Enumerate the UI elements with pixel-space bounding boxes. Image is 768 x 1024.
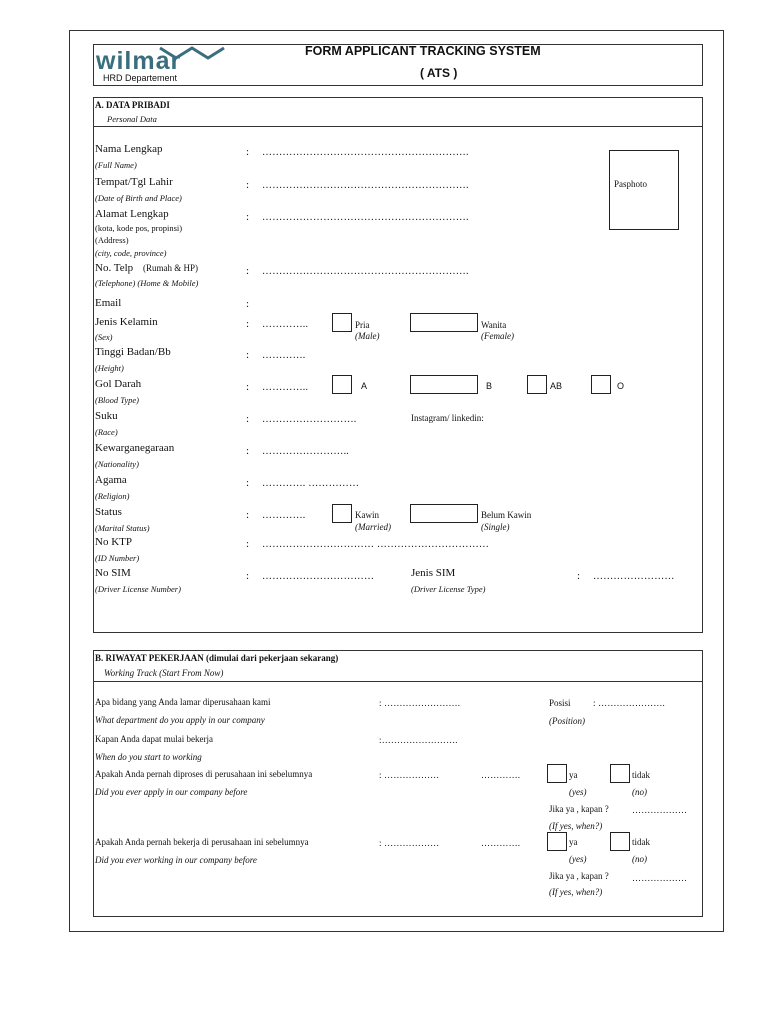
section-a-title: A. DATA PRIBADI: [95, 100, 170, 110]
license-type-sub: (Driver License Type): [411, 584, 486, 594]
q3-when-label: Jika ya , kapan ?: [549, 804, 609, 814]
logo-text: wilmar: [96, 47, 182, 75]
q3-no-checkbox[interactable]: [610, 764, 630, 783]
blood-b-checkbox[interactable]: [410, 375, 478, 394]
section-b-subtitle: Working Track (Start From Now): [104, 668, 224, 678]
q3-no-sub: (no): [632, 787, 647, 797]
colon: :: [246, 509, 250, 521]
colon: :: [246, 298, 250, 310]
blood-label: Gol Darah: [95, 378, 142, 390]
photo-box[interactable]: [609, 150, 679, 230]
license-label: No SIM: [95, 567, 131, 579]
q3-field-1[interactable]: : ………………: [379, 770, 440, 780]
q4-when-sub: (If yes, when?): [549, 887, 603, 897]
male-sub: (Male): [355, 331, 380, 341]
photo-label: Pasphoto: [614, 179, 648, 189]
full-name-field[interactable]: …………………………………………………….: [262, 147, 469, 158]
section-b-title: B. RIWAYAT PEKERJAAN (dimulai dari pekerjaan sekarang): [95, 653, 339, 663]
q1-sub: What department do you apply in our company: [95, 715, 265, 725]
q3-yes-label: ya: [569, 770, 578, 780]
q4-when-label: Jika ya , kapan ?: [549, 871, 609, 881]
q4-field-1[interactable]: : ………………: [379, 838, 440, 848]
colon: :: [246, 445, 250, 457]
male-label: Pria: [355, 320, 370, 330]
address-field[interactable]: …………………………………………………….: [262, 212, 469, 223]
birth-label: Tempat/Tgl Lahir: [95, 176, 173, 188]
phone-field[interactable]: …………………………………………………….: [262, 266, 469, 277]
address-label: Alamat Lengkap: [95, 208, 169, 220]
colon: :: [246, 413, 250, 425]
q4-no-checkbox[interactable]: [610, 832, 630, 851]
nationality-sub: (Nationality): [95, 459, 139, 469]
blood-ab-checkbox[interactable]: [527, 375, 547, 394]
phone-label: No. Telp: [95, 262, 134, 274]
sex-field[interactable]: …………..: [262, 319, 309, 330]
race-sub: (Race): [95, 427, 118, 437]
q4-yes-label: ya: [569, 837, 578, 847]
colon: :: [246, 179, 250, 191]
blood-a-label: A: [361, 381, 368, 391]
q3-when-field[interactable]: ………………: [632, 805, 688, 815]
section-work-history: [93, 650, 703, 917]
q4-when-field[interactable]: ………………: [632, 873, 688, 883]
marital-field[interactable]: ………….: [262, 510, 306, 521]
id-number-label: No KTP: [95, 536, 132, 548]
full-name-label: Nama Lengkap: [95, 143, 163, 155]
blood-o-checkbox[interactable]: [591, 375, 611, 394]
phone-label-extra: (Rumah & HP): [143, 263, 198, 273]
q4-no-sub: (no): [632, 854, 647, 864]
blood-field[interactable]: …………..: [262, 382, 309, 393]
q4-label: Apakah Anda pernah bekerja di perusahaan ini sebelumnya: [95, 837, 309, 847]
single-label: Belum Kawin: [481, 510, 532, 520]
married-checkbox[interactable]: [332, 504, 352, 523]
q3-field-2[interactable]: ………….: [481, 770, 521, 780]
q4-yes-sub: (yes): [569, 854, 587, 864]
address-sub-1: (kota, kode pos, propinsi): [95, 223, 183, 233]
colon: :: [577, 570, 581, 582]
q2-label: Kapan Anda dapat mulai bekerja: [95, 734, 213, 744]
q2-field[interactable]: :…………………….: [379, 735, 458, 745]
q1-field[interactable]: : …………………….: [379, 698, 461, 708]
q2-sub: When do you start to working: [95, 752, 202, 762]
blood-o-label: O: [617, 381, 625, 391]
instagram-label: Instagram/ linkedin:: [411, 413, 484, 423]
q4-sub: Did you ever working in our company before: [95, 855, 257, 865]
position-sub: (Position): [549, 716, 585, 726]
colon: :: [246, 318, 250, 330]
address-sub-2: (Address): [95, 235, 129, 245]
race-label: Suku: [95, 410, 118, 422]
height-label: Tinggi Badan/Bb: [95, 346, 171, 358]
phone-sub: (Telephone) (Home & Mobile): [95, 278, 199, 288]
q3-sub: Did you ever apply in our company before: [95, 787, 248, 797]
id-number-sub: (ID Number): [95, 553, 140, 563]
nationality-label: Kewarganegaraan: [95, 442, 175, 454]
colon: :: [246, 570, 250, 582]
female-sub: (Female): [481, 331, 514, 341]
section-a-subtitle: Personal Data: [107, 114, 157, 124]
marital-label: Status: [95, 506, 122, 518]
q4-field-2[interactable]: ………….: [481, 838, 521, 848]
colon: :: [246, 381, 250, 393]
birth-sub: (Date of Birth and Place): [95, 193, 182, 203]
full-name-sub: (Full Name): [95, 160, 137, 170]
q3-when-sub: (If yes, when?): [549, 821, 603, 831]
address-sub-3: (city, code, province): [95, 248, 167, 258]
birth-field[interactable]: …………………………………………………….: [262, 180, 469, 191]
q3-yes-sub: (yes): [569, 787, 587, 797]
married-label: Kawin: [355, 510, 379, 520]
license-type-label: Jenis SIM: [411, 567, 456, 579]
blood-b-label: B: [486, 381, 493, 391]
email-label: Email: [95, 297, 122, 309]
blood-a-checkbox[interactable]: [332, 375, 352, 394]
license-field[interactable]: ……………………………: [262, 571, 375, 582]
female-checkbox[interactable]: [410, 313, 478, 332]
license-type-field[interactable]: ……………………: [593, 571, 675, 582]
q1-label: Apa bidang yang Anda lamar diperusahaan kami: [95, 697, 271, 707]
q3-yes-checkbox[interactable]: [547, 764, 567, 783]
id-number-field[interactable]: …………………………… ……………………………: [262, 539, 490, 550]
blood-ab-label: AB: [550, 381, 563, 391]
q3-label: Apakah Anda pernah diproses di perusahaan ini sebelumnya: [95, 769, 313, 779]
colon: :: [246, 477, 250, 489]
single-sub: (Single): [481, 522, 510, 532]
male-checkbox[interactable]: [332, 313, 352, 332]
female-label: Wanita: [481, 320, 507, 330]
q3-no-label: tidak: [632, 770, 650, 780]
single-checkbox[interactable]: [410, 504, 478, 523]
height-field[interactable]: ………….: [262, 350, 306, 361]
colon: :: [246, 349, 250, 361]
married-sub: (Married): [355, 522, 391, 532]
form-subtitle: ( ATS ): [420, 66, 458, 80]
form-title: FORM APPLICANT TRACKING SYSTEM: [305, 44, 541, 58]
q4-yes-checkbox[interactable]: [547, 832, 567, 851]
blood-sub: (Blood Type): [95, 395, 139, 405]
colon: :: [246, 146, 250, 158]
religion-label: Agama: [95, 474, 127, 486]
height-sub: (Height): [95, 363, 124, 373]
department-label: HRD Departement: [103, 73, 178, 83]
religion-field[interactable]: …………. ……………: [262, 478, 360, 489]
colon: :: [246, 211, 250, 223]
q4-no-label: tidak: [632, 837, 650, 847]
position-label: Posisi: [549, 698, 571, 708]
colon: :: [246, 265, 250, 277]
section-a-header: [93, 97, 703, 127]
religion-sub: (Religion): [95, 491, 130, 501]
sex-label: Jenis Kelamin: [95, 316, 158, 328]
sex-sub: (Sex): [95, 332, 113, 342]
race-field[interactable]: ……………………….: [262, 414, 357, 425]
nationality-field[interactable]: ……………………..: [262, 446, 349, 457]
license-sub: (Driver License Number): [95, 584, 181, 594]
position-field[interactable]: : ………………….: [593, 698, 666, 708]
marital-sub: (Marital Status): [95, 523, 150, 533]
colon: :: [246, 538, 250, 550]
